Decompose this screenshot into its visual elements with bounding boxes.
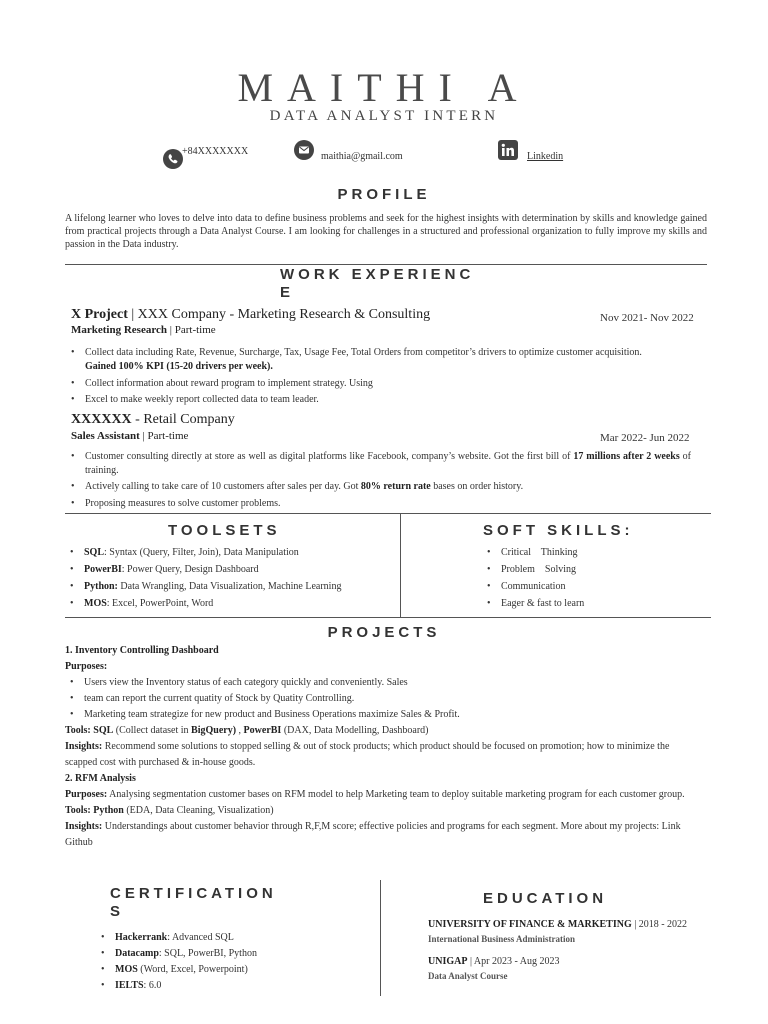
insights-text: Understandings about customer behavior through R,F,M score; effective policies and programs for each segment.: [102, 821, 559, 832]
phone-number[interactable]: +84XXXXXXX: [182, 146, 249, 157]
job-title-line: [71, 412, 235, 428]
tool-bigquery: BigQuery): [191, 725, 237, 736]
project-title: [65, 643, 685, 659]
list-item: [71, 393, 711, 407]
work-heading-line1: WORK EXPERIENC: [280, 266, 475, 283]
insights-label: Insights:: [65, 821, 103, 832]
phone-icon: [163, 149, 183, 174]
education-list: [428, 917, 728, 984]
bullet-text: of training.: [85, 451, 691, 476]
role-name: Marketing Research: [71, 324, 168, 336]
purposes-text: Analysing segmentation customer bases on RFM model to help Marketing team to deploy suitable marketing program for each customer group.: [107, 789, 685, 800]
cert-name: Hackerrank: [115, 932, 168, 943]
job-role: [71, 430, 188, 442]
project-title-text: 1. Inventory Controlling Dashboard: [65, 645, 219, 656]
toolsets-list: [70, 544, 390, 612]
certifications-list: [101, 930, 361, 994]
tool-name: Python:: [84, 581, 118, 592]
projects-section: [65, 643, 685, 851]
soft-skills-heading: SOFT SKILLS:: [483, 522, 634, 539]
program-name: Data Analyst Course: [428, 971, 508, 981]
project-bullets: [70, 675, 685, 723]
list-item: • Users view the Inventory status of each category quickly and conveniently. Sales: [70, 675, 685, 691]
cert-desc: : Advanced SQL: [167, 932, 234, 943]
list-item: [70, 561, 390, 578]
company-name: | XXX Company - Marketing Research & Consulting: [127, 307, 431, 322]
project-tools: [65, 723, 685, 739]
education-program: [428, 969, 728, 984]
tool-name: PowerBI: [84, 564, 122, 575]
bullet-text: Customer consulting directly at store as well as digital platforms like Facebook, company’s website. Got the first bill of: [85, 451, 574, 462]
divider: [65, 264, 707, 265]
tools-label: Tools:: [65, 725, 91, 736]
bullet-text: Collect data including Rate, Revenue, Surcharge, Tax, Usage Fee, Total Orders from competitor’s drivers to optimize customer acquisition.: [85, 347, 642, 358]
tool-desc: : Syntax (Query, Filter, Join), Data Manipulation: [104, 547, 299, 558]
project-insights: [65, 739, 685, 771]
job-bullets: [71, 450, 691, 511]
cert-desc: : SQL, PowerBI, Python: [158, 948, 257, 959]
list-item: [71, 450, 691, 478]
role-type: | Part-time: [139, 430, 189, 442]
list-item: [71, 346, 711, 374]
column-divider: [400, 513, 401, 617]
cert-name: MOS: [115, 964, 138, 975]
school-period: | Apr 2023 - Aug 2023: [467, 956, 560, 967]
work-experience-heading: [280, 266, 474, 302]
soft-skills-list: [487, 544, 707, 612]
cert-name: IELTS: [115, 980, 144, 991]
profile-text: A lifelong learner who loves to delve into data to define business problems and seek for the highest insights with determination by skills and knowledge gained from practical projects through a Data Analyst Course. I am looking for challenges in a structured and professional organization to fully improve my skills and passion in the Data industry.: [65, 213, 707, 250]
bullet-text: Collect information about reward program to implement strategy. Using: [85, 378, 373, 389]
tool-desc: (DAX, Data Modelling, Dashboard): [281, 725, 429, 736]
list-item: • team can report the current quatity of Stock by Quatity Controlling.: [70, 691, 685, 707]
project-insights: [65, 819, 685, 851]
cert-heading-line2: S: [110, 903, 125, 920]
job-role: [71, 324, 216, 336]
list-item: [70, 595, 390, 612]
bullet-bold: 17 millions after 2 weeks: [573, 451, 680, 462]
tool-desc: : Excel, PowerPoint, Word: [106, 598, 214, 609]
list-item: [71, 480, 691, 494]
list-item: [71, 377, 711, 391]
list-item: [101, 962, 361, 978]
list-item: • Problem Solving: [487, 561, 707, 578]
education-program: [428, 932, 728, 947]
cert-name: Datacamp: [115, 948, 159, 959]
projects-heading: PROJECTS: [327, 624, 441, 641]
cert-desc: (Word, Excel, Powerpoint): [137, 964, 248, 975]
project-tools: [65, 803, 685, 819]
linkedin-link[interactable]: Linkedin: [527, 151, 564, 162]
job-date: Nov 2021- Nov 2022: [600, 312, 694, 324]
job-date: Mar 2022- Jun 2022: [600, 432, 690, 444]
project-title: [65, 771, 685, 787]
bullet-text: Actively calling to take care of 10 customers after sales per day. Got: [85, 481, 361, 492]
column-divider: [380, 880, 381, 996]
school-name: UNIVERSITY OF FINANCE & MARKETING: [428, 919, 632, 930]
school-period: | 2018 - 2022: [631, 919, 688, 930]
purposes-label-text: Purposes:: [65, 661, 108, 672]
list-item: • Marketing team strategize for new product and Business Operations maximize Sales & Profit.: [70, 707, 685, 723]
program-name: International Business Administration: [428, 934, 576, 944]
education-entry: [428, 954, 728, 969]
job-bullets: [71, 346, 711, 407]
tool-desc: Data Wrangling, Data Visualization, Machine Learning: [117, 581, 342, 592]
company-name: - Retail Company: [131, 412, 235, 427]
tool-name: SQL: [84, 547, 105, 558]
purposes-label: Purposes:: [65, 789, 108, 800]
separator: ,: [236, 725, 244, 736]
list-item: • Critical Thinking: [487, 544, 707, 561]
bullet-text: bases on order history.: [430, 481, 524, 492]
education-entry: [428, 917, 728, 932]
candidate-name: MAITHI A: [237, 65, 531, 110]
tool-desc: (EDA, Data Cleaning, Visualization): [123, 805, 274, 816]
role-type: | Part-time: [167, 324, 216, 336]
list-item: [101, 946, 361, 962]
linkedin-icon: [498, 140, 518, 165]
tools-label: Tools:: [65, 805, 91, 816]
cert-heading-line1: CERTIFICATION: [110, 885, 277, 902]
list-item: [101, 930, 361, 946]
tool-desc: : Power Query, Design Dashboard: [121, 564, 259, 575]
certifications-heading: [110, 885, 277, 921]
divider: [65, 617, 711, 618]
list-item: [70, 578, 390, 595]
list-item: • Communication: [487, 578, 707, 595]
profile-heading: PROFILE: [337, 186, 431, 203]
education-heading: EDUCATION: [483, 890, 608, 907]
tool-python: Python: [90, 805, 124, 816]
bullet-text: Proposing measures to solve customer problems.: [85, 498, 281, 509]
role-name: Sales Assistant: [71, 430, 140, 442]
email-address[interactable]: maithia@gmail.com: [321, 151, 403, 162]
tool-powerbi: PowerBI: [243, 725, 282, 736]
job-title-line: [71, 307, 430, 323]
work-heading-line2: E: [280, 284, 295, 301]
mail-icon: [294, 140, 314, 165]
project-purposes: [65, 787, 685, 803]
cert-desc: : 6.0: [143, 980, 162, 991]
list-item: [101, 978, 361, 994]
bullet-bold: 80% return rate: [360, 481, 431, 492]
bullet-bold: Gained 100% KPI (15-20 drivers per week).: [85, 361, 273, 372]
tool-sql: SQL: [93, 725, 114, 736]
project-name: XXXXXX: [71, 412, 132, 427]
divider: [65, 513, 711, 514]
tool-name: MOS: [84, 598, 107, 609]
insights-text: Recommend some solutions to stopped selling & out of stock products; which product should be focused on promotion; how to minimize the scapped cost with purchased & in-house goods.: [65, 741, 670, 768]
list-item: • Eager & fast to learn: [487, 595, 707, 612]
job-title: DATA ANALYST INTERN: [269, 108, 499, 124]
purposes-label: [65, 659, 685, 675]
project-name: X Project: [71, 307, 128, 322]
project-title-text: 2. RFM Analysis: [65, 773, 136, 784]
toolsets-heading: TOOLSETS: [168, 522, 281, 539]
github-link[interactable]: More about my projects: Link Github: [65, 821, 681, 848]
list-item: [71, 497, 691, 511]
bullet-text: Excel to make weekly report collected data to team leader.: [85, 394, 319, 405]
tool-desc: (Collect dataset in: [113, 725, 192, 736]
list-item: [70, 544, 390, 561]
insights-label: Insights:: [65, 741, 103, 752]
school-name: UNIGAP: [428, 956, 468, 967]
